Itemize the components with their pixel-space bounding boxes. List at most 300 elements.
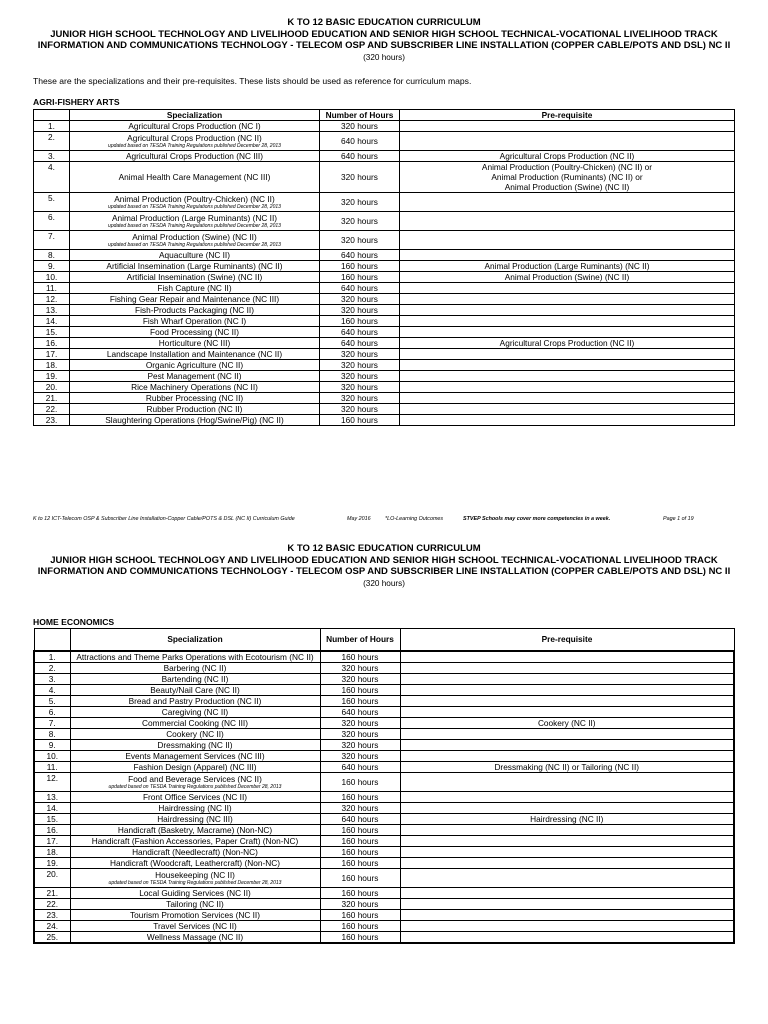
footer-lo-note: *LO-Learning Outcomes	[385, 516, 444, 522]
row-number: 5.	[34, 193, 70, 212]
prerequisite-cell	[400, 338, 735, 349]
prerequisite-line: Animal Production (Swine) (NC II)	[504, 182, 630, 192]
specialization-name: Artificial Insemination (Swine) (NC II)	[126, 272, 263, 282]
prerequisite-line: Cookery (NC II)	[537, 717, 596, 728]
prerequisite-cell	[400, 121, 735, 132]
page-2	[0, 540, 768, 1024]
table-row	[34, 283, 735, 294]
table-row	[34, 931, 734, 943]
row-number: 21.	[34, 887, 70, 898]
specialization-name: Agricultural Crops Production (NC III)	[126, 151, 263, 161]
row-number: 24.	[34, 920, 70, 931]
specialization-cell	[70, 887, 320, 898]
column-header-specialization: Specialization	[70, 629, 320, 651]
table-row	[34, 662, 734, 673]
specialization-name: Tailoring (NC II)	[166, 898, 224, 909]
specialization-cell	[70, 349, 320, 360]
specialization-cell	[70, 717, 320, 728]
specialization-cell	[70, 338, 320, 349]
specialization-name: Hairdressing (NC III)	[157, 813, 233, 824]
table-row	[34, 684, 734, 695]
prerequisite-cell	[400, 750, 734, 761]
hours-cell: 320 hours	[320, 717, 400, 728]
specialization-cell	[70, 739, 320, 750]
prerequisite-cell	[400, 739, 734, 750]
specialization-name: Agricultural Crops Production (NC II)	[127, 133, 262, 143]
tesda-update-note: updated based on TESDA Training Regulations published December 28, 2013	[108, 783, 282, 790]
row-number: 22.	[34, 404, 70, 415]
row-number: 13.	[34, 791, 70, 802]
hours-cell: 320 hours	[320, 673, 400, 684]
prerequisite-line: Animal Production (Large Ruminants) (NC II)	[484, 261, 650, 271]
specialization-name: Rice Machinery Operations (NC II)	[131, 382, 258, 392]
specialization-cell	[70, 791, 320, 802]
prerequisite-line: Animal Production (Swine) (NC II)	[504, 272, 630, 282]
specialization-name: Fishing Gear Repair and Maintenance (NC III)	[109, 294, 280, 304]
hours-cell: 160 hours	[320, 931, 400, 943]
tesda-update-note: updated based on TESDA Training Regulations published December 28, 2013	[108, 143, 281, 149]
footer-stvep-note: STVEP Schools may cover more competencies in a week.	[463, 516, 611, 522]
specialization-name: Aquaculture (NC II)	[158, 250, 230, 260]
specialization-cell	[70, 360, 320, 371]
row-number: 22.	[34, 898, 70, 909]
row-number: 17.	[34, 349, 70, 360]
specialization-name: Bread and Pastry Production (NC II)	[128, 695, 262, 706]
hours-cell: 320 hours	[320, 393, 400, 404]
table-row	[34, 887, 734, 898]
row-number: 14.	[34, 316, 70, 327]
prerequisite-cell	[400, 662, 734, 673]
table-row	[34, 404, 735, 415]
prerequisite-cell	[400, 813, 734, 824]
hours-cell: 160 hours	[320, 909, 400, 920]
hours-cell: 640 hours	[320, 327, 400, 338]
hours-cell: 160 hours	[320, 415, 400, 426]
specialization-name: Housekeeping (NC II)	[155, 869, 235, 880]
table-row	[34, 695, 734, 706]
row-number: 8.	[34, 250, 70, 261]
hours-cell: 160 hours	[320, 272, 400, 283]
table-row	[34, 772, 734, 791]
tesda-update-note: updated based on TESDA Training Regulations published December 28, 2013	[108, 223, 281, 229]
prerequisite-cell	[400, 261, 735, 272]
prerequisite-cell	[400, 272, 735, 283]
hours-cell: 160 hours	[320, 651, 400, 663]
prerequisite-cell	[400, 857, 734, 868]
specialization-cell	[70, 193, 320, 212]
header-line-2: JUNIOR HIGH SCHOOL TECHNOLOGY AND LIVELIHOOD EDUCATION AND SENIOR HIGH SCHOOL TECHNICAL-VOCATIONAL LIVELIHOOD TRACK	[50, 28, 718, 40]
footer-doc-title: K to 12 ICT-Telecom OSP & Subscriber Line Installation-Copper Cable/POTS & DSL (NC II) Curriculum Guide	[33, 516, 295, 522]
prerequisite-cell	[400, 909, 734, 920]
specialization-cell	[70, 327, 320, 338]
specialization-cell	[70, 813, 320, 824]
specialization-cell	[70, 371, 320, 382]
row-number: 2.	[34, 132, 70, 151]
prerequisite-line: Hairdressing (NC II)	[530, 813, 604, 824]
hours-cell: 320 hours	[320, 371, 400, 382]
prerequisite-cell	[400, 132, 735, 151]
prerequisite-cell	[400, 846, 734, 857]
prerequisite-line: Agricultural Crops Production (NC II)	[499, 338, 635, 348]
prerequisite-cell	[400, 162, 735, 193]
row-number: 19.	[34, 857, 70, 868]
specialization-cell	[70, 162, 320, 193]
hours-cell: 160 hours	[320, 261, 400, 272]
row-number: 3.	[34, 151, 70, 162]
column-header-hours: Number of Hours	[320, 629, 400, 651]
row-number: 7.	[34, 231, 70, 250]
specialization-cell	[70, 151, 320, 162]
prerequisite-cell	[400, 250, 735, 261]
row-number: 9.	[34, 261, 70, 272]
column-header-hours: Number of Hours	[320, 110, 400, 121]
column-header-prerequisite: Pre-requisite	[400, 629, 734, 651]
prerequisite-cell	[400, 695, 734, 706]
prerequisite-cell	[400, 684, 734, 695]
footer-page-number: Page 1 of 19	[663, 516, 694, 522]
specialization-name: Food Processing (NC II)	[150, 327, 239, 337]
row-number: 6.	[34, 212, 70, 231]
table-row	[34, 835, 734, 846]
column-header-number	[34, 629, 70, 651]
prerequisite-cell	[400, 316, 735, 327]
hours-cell: 160 hours	[320, 772, 400, 791]
header-line-3: INFORMATION AND COMMUNICATIONS TECHNOLOGY - TELECOM OSP AND SUBSCRIBER LINE INSTALLATION (COPPER CABLE/POTS AND DSL) NC II	[37, 566, 731, 577]
hours-cell: 160 hours	[320, 316, 400, 327]
hours-cell: 320 hours	[320, 382, 400, 393]
specialization-name: Artificial Insemination (Large Ruminants) (NC II)	[106, 261, 283, 271]
prerequisite-cell	[400, 802, 734, 813]
specialization-cell	[70, 231, 320, 250]
prerequisite-cell	[400, 371, 735, 382]
hours-cell: 160 hours	[320, 835, 400, 846]
hours-cell: 320 hours	[320, 305, 400, 316]
specialization-cell	[70, 920, 320, 931]
specialization-name: Travel Services (NC II)	[153, 920, 237, 931]
prerequisite-cell	[400, 193, 735, 212]
hours-cell: 640 hours	[320, 338, 400, 349]
row-number: 11.	[34, 283, 70, 294]
hours-cell: 160 hours	[320, 824, 400, 835]
prerequisite-line: Animal Production (Ruminants) (NC II) or	[491, 172, 643, 182]
table-row	[34, 151, 735, 162]
hours-cell: 320 hours	[320, 121, 400, 132]
table-row	[34, 231, 735, 250]
specialization-name: Bartending (NC II)	[161, 673, 229, 684]
row-number: 14.	[34, 802, 70, 813]
table-row	[34, 920, 734, 931]
table-row	[34, 162, 735, 193]
section-title-home: HOME ECONOMICS	[33, 617, 115, 627]
row-number: 11.	[34, 761, 70, 772]
table-row	[34, 750, 734, 761]
prerequisite-cell	[400, 404, 735, 415]
specialization-cell	[70, 132, 320, 151]
row-number: 6.	[34, 706, 70, 717]
row-number: 8.	[34, 728, 70, 739]
specialization-cell	[70, 898, 320, 909]
specialization-name: Animal Production (Poultry-Chicken) (NC II)	[114, 194, 275, 204]
row-number: 13.	[34, 305, 70, 316]
header-line-1: K TO 12 BASIC EDUCATION CURRICULUM	[287, 17, 481, 28]
specialization-cell	[70, 824, 320, 835]
row-number: 12.	[34, 772, 70, 791]
prerequisite-cell	[400, 415, 735, 426]
row-number: 3.	[34, 673, 70, 684]
hours-cell: 640 hours	[320, 813, 400, 824]
row-number: 5.	[34, 695, 70, 706]
footer-date: May 2016	[347, 516, 371, 522]
prerequisite-cell	[400, 294, 735, 305]
home-economics-table	[33, 628, 735, 944]
hours-cell: 320 hours	[320, 739, 400, 750]
prerequisite-cell	[400, 931, 734, 943]
hours-cell: 640 hours	[320, 761, 400, 772]
prerequisite-cell	[400, 887, 734, 898]
column-header-prerequisite: Pre-requisite	[400, 110, 735, 121]
table-row	[34, 250, 735, 261]
specialization-cell	[70, 261, 320, 272]
prerequisite-cell	[400, 717, 734, 728]
hours-cell: 320 hours	[320, 802, 400, 813]
specialization-cell	[70, 857, 320, 868]
hours-cell: 640 hours	[320, 706, 400, 717]
specialization-cell	[70, 695, 320, 706]
section-title-agri: AGRI-FISHERY ARTS	[33, 97, 120, 107]
hours-cell: 320 hours	[320, 360, 400, 371]
specialization-cell	[70, 305, 320, 316]
row-number: 20.	[34, 382, 70, 393]
specialization-cell	[70, 415, 320, 426]
table-row	[34, 132, 735, 151]
specialization-name: Dressmaking (NC II)	[157, 739, 233, 750]
hours-cell: 320 hours	[320, 404, 400, 415]
row-number: 20.	[34, 868, 70, 887]
prerequisite-line: Dressmaking (NC II) or Tailoring (NC II)	[494, 761, 640, 772]
specialization-cell	[70, 706, 320, 717]
prerequisite-line: Animal Production (Poultry-Chicken) (NC II) or	[481, 162, 653, 172]
prerequisite-cell	[400, 231, 735, 250]
table-row	[34, 651, 734, 663]
row-number: 4.	[34, 162, 70, 193]
specialization-name: Cookery (NC II)	[166, 728, 224, 739]
hours-cell: 160 hours	[320, 920, 400, 931]
hours-cell: 160 hours	[320, 868, 400, 887]
specialization-cell	[70, 404, 320, 415]
prerequisite-cell	[400, 349, 735, 360]
specialization-name: Rubber Processing (NC II)	[145, 393, 244, 403]
row-number: 23.	[34, 909, 70, 920]
hours-cell: 320 hours	[320, 212, 400, 231]
table-row	[34, 294, 735, 305]
specialization-name: Commercial Cooking (NC III)	[141, 717, 249, 728]
specialization-name: Handicraft (Woodcraft, Leathercraft) (Non-NC)	[110, 857, 280, 868]
row-number: 16.	[34, 824, 70, 835]
specialization-cell	[70, 121, 320, 132]
hours-cell: 320 hours	[320, 750, 400, 761]
specialization-name: Landscape Installation and Maintenance (NC II)	[106, 349, 283, 359]
table-row	[34, 739, 734, 750]
hours-cell: 320 hours	[320, 294, 400, 305]
prerequisite-cell	[400, 651, 734, 663]
table-row	[34, 761, 734, 772]
specialization-cell	[70, 316, 320, 327]
intro-text: These are the specializations and their pre-requisites. These lists should be used as reference for curriculum maps.	[33, 76, 472, 86]
specialization-name: Barbering (NC II)	[163, 662, 227, 673]
row-number: 15.	[34, 327, 70, 338]
specialization-name: Slaughtering Operations (Hog/Swine/Pig) (NC II)	[105, 415, 284, 425]
hours-cell: 320 hours	[320, 162, 400, 193]
prerequisite-cell	[400, 728, 734, 739]
table-row	[34, 338, 735, 349]
specialization-name: Events Management Services (NC III)	[125, 750, 265, 761]
table-row	[34, 415, 735, 426]
hours-cell: 160 hours	[320, 857, 400, 868]
specialization-name: Handicraft (Fashion Accessories, Paper Craft) (Non-NC)	[91, 835, 299, 846]
table-row	[34, 393, 735, 404]
hours-cell: 160 hours	[320, 684, 400, 695]
table-row	[34, 909, 734, 920]
specialization-name: Handicraft (Basketry, Macrame) (Non-NC)	[117, 824, 273, 835]
specialization-cell	[70, 868, 320, 887]
table-row	[34, 791, 734, 802]
specialization-name: Animal Health Care Management (NC III)	[118, 172, 271, 182]
specialization-cell	[70, 212, 320, 231]
prerequisite-cell	[400, 327, 735, 338]
table-row	[34, 371, 735, 382]
curriculum-header	[0, 543, 768, 589]
specialization-cell	[70, 909, 320, 920]
row-number: 4.	[34, 684, 70, 695]
specialization-cell	[70, 393, 320, 404]
table-row	[34, 193, 735, 212]
row-number: 17.	[34, 835, 70, 846]
specialization-cell	[70, 382, 320, 393]
hours-cell: 640 hours	[320, 283, 400, 294]
row-number: 1.	[34, 651, 70, 663]
prerequisite-line: Agricultural Crops Production (NC II)	[499, 151, 635, 161]
specialization-cell	[70, 772, 320, 791]
table-row	[34, 261, 735, 272]
hours-cell: 640 hours	[320, 132, 400, 151]
table-row	[34, 360, 735, 371]
specialization-name: Hairdressing (NC II)	[158, 802, 232, 813]
specialization-cell	[70, 835, 320, 846]
hours-cell: 160 hours	[320, 846, 400, 857]
table-row	[34, 349, 735, 360]
specialization-name: Attractions and Theme Parks Operations with Ecotourism (NC II)	[76, 651, 314, 662]
prerequisite-cell	[400, 151, 735, 162]
specialization-cell	[70, 272, 320, 283]
prerequisite-cell	[400, 791, 734, 802]
specialization-name: Rubber Production (NC II)	[146, 404, 243, 414]
prerequisite-cell	[400, 898, 734, 909]
row-number: 25.	[34, 931, 70, 943]
specialization-name: Front Office Services (NC II)	[142, 791, 248, 802]
specialization-name: Local Guiding Services (NC II)	[139, 887, 251, 898]
prerequisite-cell	[400, 772, 734, 791]
table-row	[34, 824, 734, 835]
table-row	[34, 802, 734, 813]
row-number: 10.	[34, 272, 70, 283]
specialization-name: Food and Beverage Services (NC II)	[128, 773, 262, 784]
table-row	[34, 212, 735, 231]
hours-cell: 320 hours	[320, 728, 400, 739]
hours-cell: 160 hours	[320, 695, 400, 706]
row-number: 15.	[34, 813, 70, 824]
header-hours: (320 hours)	[363, 578, 405, 588]
specialization-name: Animal Production (Large Ruminants) (NC II)	[111, 213, 278, 223]
prerequisite-cell	[400, 283, 735, 294]
row-number: 7.	[34, 717, 70, 728]
table-row	[34, 305, 735, 316]
specialization-name: Fish Capture (NC II)	[157, 283, 232, 293]
specialization-cell	[70, 728, 320, 739]
specialization-cell	[70, 294, 320, 305]
specialization-cell	[70, 846, 320, 857]
specialization-name: Fish Wharf Operation (NC I)	[142, 316, 247, 326]
table-row	[34, 717, 734, 728]
specialization-name: Handicraft (Needlecraft) (Non-NC)	[132, 846, 258, 857]
specialization-cell	[70, 802, 320, 813]
agri-fishery-table	[33, 109, 735, 426]
prerequisite-cell	[400, 382, 735, 393]
row-number: 1.	[34, 121, 70, 132]
prerequisite-cell	[400, 920, 734, 931]
specialization-cell	[70, 673, 320, 684]
specialization-name: Agricultural Crops Production (NC I)	[128, 121, 261, 131]
table-row	[34, 327, 735, 338]
row-number: 21.	[34, 393, 70, 404]
specialization-name: Organic Agriculture (NC II)	[145, 360, 244, 370]
hours-cell: 320 hours	[320, 193, 400, 212]
row-number: 2.	[34, 662, 70, 673]
header-line-1: K TO 12 BASIC EDUCATION CURRICULUM	[287, 543, 481, 554]
prerequisite-cell	[400, 393, 735, 404]
prerequisite-cell	[400, 360, 735, 371]
specialization-name: Animal Production (Swine) (NC II)	[132, 232, 257, 242]
hours-cell: 320 hours	[320, 349, 400, 360]
specialization-cell	[70, 250, 320, 261]
table-row	[34, 846, 734, 857]
specialization-cell	[70, 750, 320, 761]
header-hours: (320 hours)	[363, 52, 405, 62]
specialization-name: Fashion Design (Apparel) (NC III)	[133, 761, 257, 772]
prerequisite-cell	[400, 673, 734, 684]
prerequisite-cell	[400, 305, 735, 316]
row-number: 10.	[34, 750, 70, 761]
row-number: 12.	[34, 294, 70, 305]
header-line-3: INFORMATION AND COMMUNICATIONS TECHNOLOGY - TELECOM OSP AND SUBSCRIBER LINE INSTALLATION (COPPER CABLE/POTS AND DSL) NC II	[37, 40, 731, 51]
specialization-name: Wellness Massage (NC II)	[146, 931, 244, 942]
hours-cell: 160 hours	[320, 887, 400, 898]
table-row	[34, 121, 735, 132]
specialization-name: Pest Management (NC II)	[147, 371, 242, 381]
specialization-cell	[70, 761, 320, 772]
prerequisite-cell	[400, 835, 734, 846]
hours-cell: 320 hours	[320, 662, 400, 673]
table-row	[34, 857, 734, 868]
column-header-specialization: Specialization	[70, 110, 320, 121]
prerequisite-cell	[400, 706, 734, 717]
table-row	[34, 813, 734, 824]
column-header-number	[34, 110, 70, 121]
hours-cell: 640 hours	[320, 250, 400, 261]
home-table-body	[34, 651, 734, 943]
hours-cell: 320 hours	[320, 898, 400, 909]
prerequisite-cell	[400, 868, 734, 887]
table-row	[34, 868, 734, 887]
